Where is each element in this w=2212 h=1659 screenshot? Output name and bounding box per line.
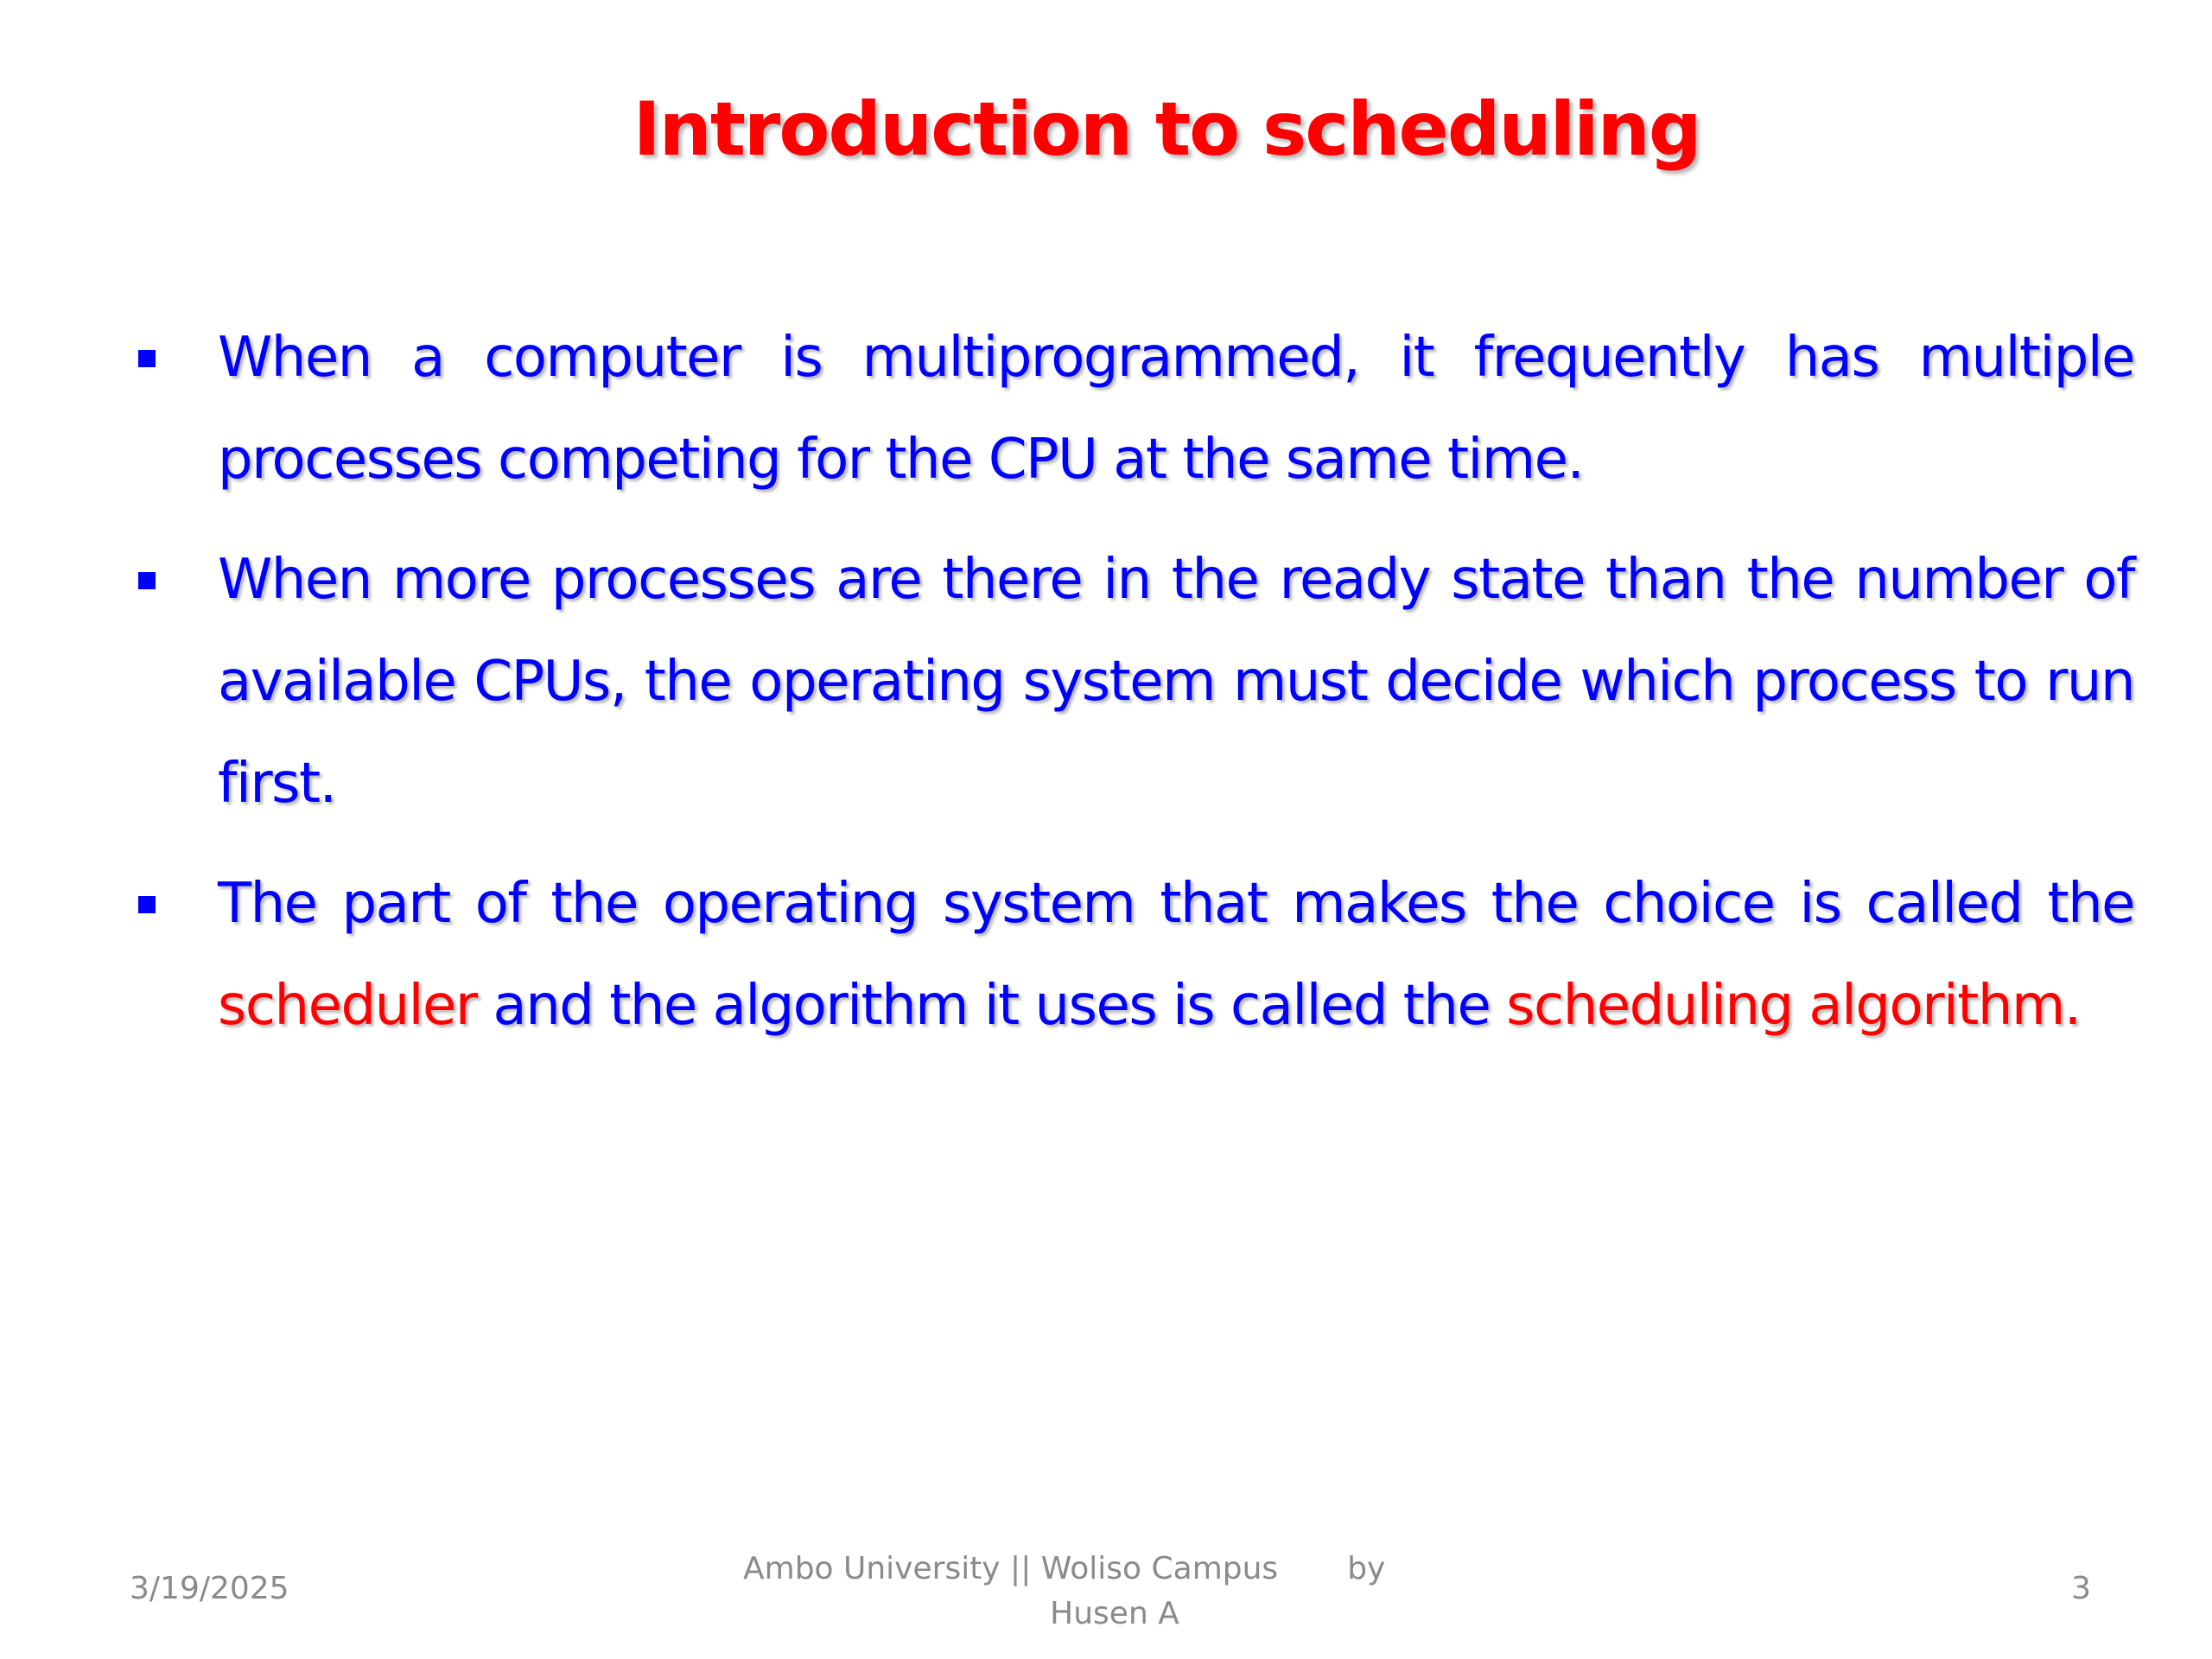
square-bullet-icon bbox=[138, 350, 156, 367]
bullet-text: When a computer is multiprogrammed, it frequently has multiple processes competing for the CPU at the same time. bbox=[218, 326, 2134, 492]
term-scheduler: scheduler bbox=[218, 974, 477, 1038]
institution-name: Ambo University || Woliso Campus bbox=[743, 1551, 1279, 1586]
footer-date: 3/19/2025 bbox=[130, 1571, 289, 1606]
bullet-text-part: The part of the operating system that makes the choice is called the bbox=[218, 872, 2134, 936]
footer-author: Husen A bbox=[1050, 1596, 1179, 1631]
footer-line bbox=[743, 1547, 1486, 1592]
square-bullet-icon bbox=[138, 896, 156, 913]
page-number: 3 bbox=[2071, 1571, 2091, 1606]
term-scheduling-algorithm: scheduling algorithm. bbox=[1506, 974, 2081, 1038]
footer-by: by bbox=[1347, 1551, 1386, 1586]
bullet-text-part: and the algorithm it uses is called the bbox=[476, 974, 1507, 1038]
bullet-text bbox=[218, 853, 2134, 1057]
square-bullet-icon bbox=[138, 572, 156, 589]
slide-title: Introduction to scheduling bbox=[632, 86, 1700, 173]
bullet-text: When more processes are there in the ready state than the number of available CPUs, the operating system must decide which process to run first. bbox=[218, 548, 2134, 816]
footer-institution bbox=[743, 1547, 1486, 1637]
